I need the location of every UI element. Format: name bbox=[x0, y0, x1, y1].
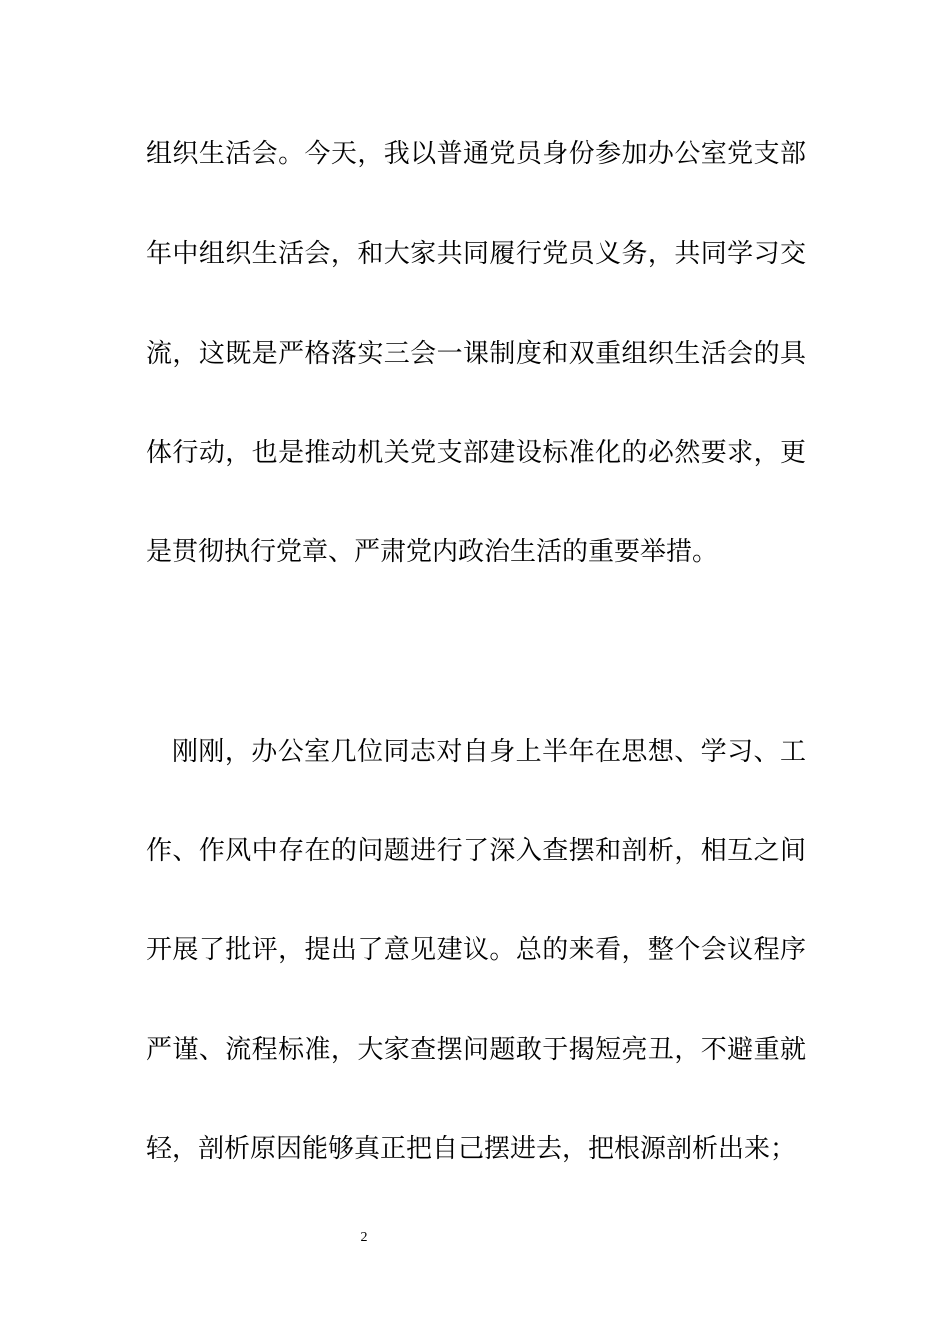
paragraph-2-line-2: 作、作风中存在的问题进行了深入查摆和剖析，相互之间 bbox=[146, 836, 806, 866]
paragraph-2-line-1: 刚刚，办公室几位同志对自身上半年在思想、学习、工 bbox=[172, 737, 806, 767]
paragraph-1-line-3: 流，这既是严格落实三会一课制度和双重组织生活会的具 bbox=[146, 339, 806, 369]
page-number: 2 bbox=[360, 1230, 368, 1245]
paragraph-1-line-4: 体行动，也是推动机关党支部建设标准化的必然要求，更 bbox=[146, 438, 806, 468]
paragraph-1-line-5: 是贯彻执行党章、严肃党内政治生活的重要举措。 bbox=[146, 537, 719, 567]
paragraph-1-line-1: 组织生活会。今天，我以普通党员身份参加办公室党支部 bbox=[146, 139, 806, 169]
paragraph-2-line-3: 开展了批评，提出了意见建议。总的来看，整个会议程序 bbox=[146, 935, 806, 965]
paragraph-1-line-2: 年中组织生活会，和大家共同履行党员义务，共同学习交 bbox=[146, 239, 806, 269]
paragraph-2-line-5: 轻，剖析原因能够真正把自己摆进去，把根源剖析出来； bbox=[146, 1134, 797, 1164]
paragraph-2-line-4: 严谨、流程标准，大家查摆问题敢于揭短亮丑，不避重就 bbox=[146, 1035, 806, 1065]
